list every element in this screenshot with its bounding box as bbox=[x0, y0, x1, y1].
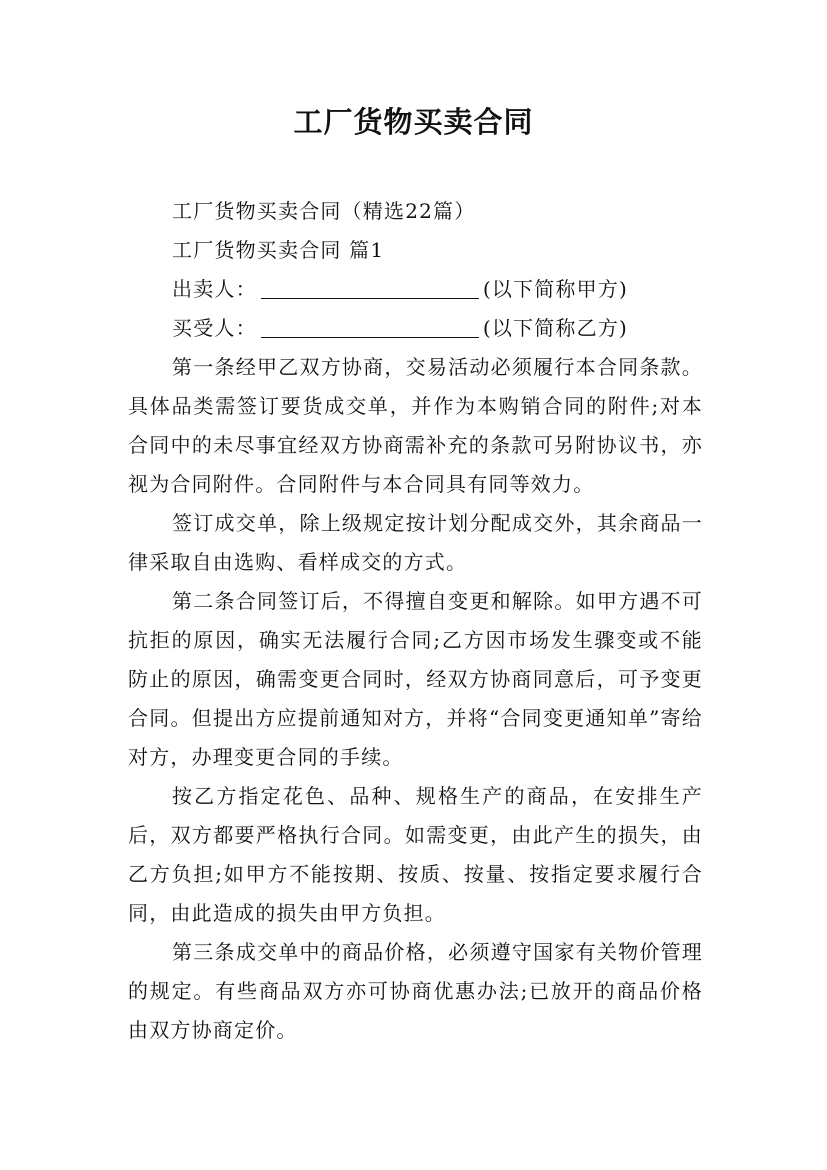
paragraph-article-2: 第二条合同签订后，不得擅自变更和解除。如甲方遇不可抗拒的原因，确实无法履行合同;乙方因市场发生骤变或不能防止的原因，确需变更合同时，经双方协商同意后，可予变更合同。但提出方应提前通知对方，并将“合同变更通知单”寄给对方，办理变更合同的手续。 bbox=[128, 589, 703, 769]
paragraph-specified-goods: 按乙方指定花色、品种、规格生产的商品，在安排生产后，双方都要严格执行合同。如需变更，由此产生的损失，由乙方负担;如甲方不能按期、按质、按量、按指定要求履行合同，由此造成的损失由甲方负担。 bbox=[128, 784, 703, 925]
paragraph-article-1: 第一条经甲乙双方协商，交易活动必须履行本合同条款。具体品类需签订要货成交单，并作为本购销合同的附件;对本合同中的未尽事宜经双方协商需补充的条款可另附协议书，亦视为合同附件。合同附件与本合同具有同等效力。 bbox=[128, 355, 703, 496]
buyer-blank bbox=[261, 315, 479, 338]
paragraph-article-3: 第三条成交单中的商品价格，必须遵守国家有关物价管理的规定。有些商品双方亦可协商优惠办法;已放开的商品价格由双方协商定价。 bbox=[128, 940, 703, 1042]
buyer-suffix: (以下简称乙方) bbox=[482, 316, 629, 340]
seller-line bbox=[128, 270, 703, 309]
section-heading: 工厂货物买卖合同 篇1 bbox=[172, 238, 385, 262]
seller-blank bbox=[261, 276, 479, 299]
document-title: 工厂货物买卖合同 bbox=[293, 105, 534, 139]
document-body bbox=[128, 192, 703, 1050]
buyer-line bbox=[128, 309, 703, 348]
paragraph-order-signing: 签订成交单，除上级规定按计划分配成交外，其余商品一律采取自由选购、看样成交的方式。 bbox=[128, 511, 703, 574]
seller-suffix: (以下简称甲方) bbox=[482, 277, 629, 301]
seller-label: 出卖人： bbox=[172, 277, 257, 301]
buyer-label: 买受人： bbox=[172, 316, 257, 340]
document-subtitle: 工厂货物买卖合同（精选22篇） bbox=[172, 199, 476, 223]
